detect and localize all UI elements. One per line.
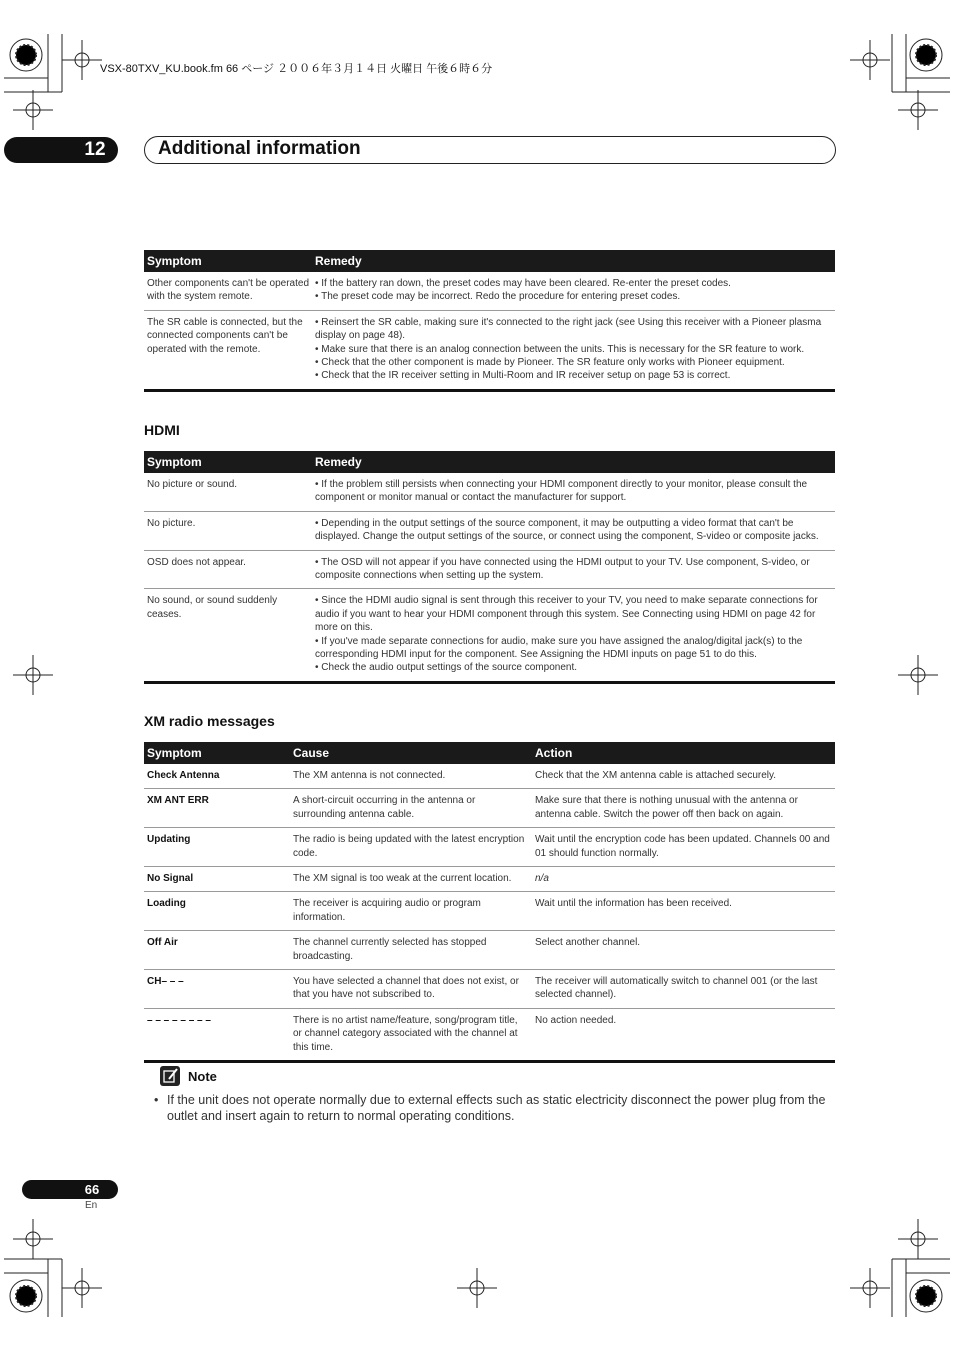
page-language: En — [85, 1200, 98, 1211]
cause-cell: The channel currently selected has stopped broadcasting. — [290, 931, 532, 970]
action-cell: Check that the XM antenna cable is attached securely. — [532, 764, 835, 789]
hdmi-troubleshooting-table — [144, 451, 835, 684]
symptom-cell: No sound, or sound suddenly ceases. — [144, 589, 312, 682]
chapter-title: Additional information — [158, 138, 361, 159]
column-header-remedy: Remedy — [312, 451, 835, 473]
table-row — [144, 892, 835, 931]
symptom-cell: No Signal — [144, 867, 290, 892]
chapter-number: 12 — [84, 139, 106, 160]
action-cell: Wait until the encryption code has been updated. Channels 00 and 01 should function normally. — [532, 828, 835, 867]
table-row — [144, 764, 835, 789]
cause-cell: The radio is being updated with the latest encryption code. — [290, 828, 532, 867]
symptom-cell: Check Antenna — [144, 764, 290, 789]
symptom-cell: – – – – – – – – — [144, 1008, 290, 1061]
symptom-cell: CH– – – — [144, 970, 290, 1009]
action-cell: Wait until the information has been received. — [532, 892, 835, 931]
file-header: VSX-80TXV_KU.book.fm 66 ページ ２００６年３月１４日 火曜日 午後６時６分 — [100, 63, 493, 75]
remedy-cell: • Since the HDMI audio signal is sent through this receiver to your TV, you need to make separate connections for audio if you want to hear your HDMI component through this system. See Connecting using HDMI on page 42 for more on this. • If you've made separate connections for audio, make sure you have assigned the analog/digital jack(s) to the corresponding HDMI input for the component. See Assigning the HDMI inputs on page 51 to do this. • Check the audio output settings of the source component. — [312, 589, 835, 682]
table-row — [144, 970, 835, 1009]
symptom-cell: Loading — [144, 892, 290, 931]
section-heading-xm: XM radio messages — [144, 713, 275, 729]
action-cell: The receiver will automatically switch to channel 001 (or the last selected channel). — [532, 970, 835, 1009]
remote-troubleshooting-table — [144, 250, 835, 392]
xm-messages-table — [144, 742, 835, 1063]
remedy-cell: • The OSD will not appear if you have connected using the HDMI output to your TV. Use component, S-video, or composite connections when setting up the system. — [312, 550, 835, 589]
note-body: If the unit does not operate normally due to external effects such as static electricity disconnect the power plug from the outlet and insert again to return to normal operating conditions. — [167, 1093, 826, 1123]
symptom-cell: No picture. — [144, 511, 312, 550]
note-label: Note — [188, 1069, 217, 1084]
action-cell: n/a — [532, 867, 835, 892]
table-row — [144, 828, 835, 867]
table-row — [144, 867, 835, 892]
table-row — [144, 1008, 835, 1061]
action-cell: Make sure that there is nothing unusual with the antenna or antenna cable. Switch the power off then back on again. — [532, 789, 835, 828]
column-header-action: Action — [532, 742, 835, 764]
cause-cell: The receiver is acquiring audio or program information. — [290, 892, 532, 931]
cause-cell: The XM antenna is not connected. — [290, 764, 532, 789]
table-row — [144, 511, 835, 550]
column-header-symptom: Symptom — [144, 250, 312, 272]
cause-cell: The XM signal is too weak at the current location. — [290, 867, 532, 892]
column-header-symptom: Symptom — [144, 451, 312, 473]
column-header-remedy: Remedy — [312, 250, 835, 272]
symptom-cell: The SR cable is connected, but the connected components can't be operated with the remote. — [144, 310, 312, 390]
remedy-cell: • If the problem still persists when connecting your HDMI component directly to your monitor, please consult the component or monitor manual or contact the manufacturer for support. — [312, 473, 835, 511]
table-row — [144, 310, 835, 390]
symptom-cell: Updating — [144, 828, 290, 867]
symptom-cell: No picture or sound. — [144, 473, 312, 511]
table-row — [144, 550, 835, 589]
cause-cell: You have selected a channel that does not exist, or that you have not subscribed to. — [290, 970, 532, 1009]
symptom-cell: OSD does not appear. — [144, 550, 312, 589]
cause-cell: A short-circuit occurring in the antenna or surrounding antenna cable. — [290, 789, 532, 828]
note-pencil-icon — [160, 1066, 180, 1086]
action-cell: Select another channel. — [532, 931, 835, 970]
page-number: 66 — [84, 1182, 100, 1197]
remedy-cell: • If the battery ran down, the preset codes may have been cleared. Re-enter the preset codes. • The preset code may be incorrect. Redo the procedure for entering preset codes. — [312, 272, 835, 310]
column-header-cause: Cause — [290, 742, 532, 764]
table-row — [144, 272, 835, 310]
table-row — [144, 589, 835, 682]
note-text — [154, 1092, 844, 1124]
column-header-symptom: Symptom — [144, 742, 290, 764]
table-row — [144, 789, 835, 828]
note-bullet: • — [154, 1093, 159, 1107]
table-row — [144, 473, 835, 511]
remedy-cell: • Reinsert the SR cable, making sure it's connected to the right jack (see Using this receiver with a Pioneer plasma display on page 48). • Make sure that there is an analog connection between the units. This is necessary for the SR feature to work. • Check that the other component is made by Pioneer. The SR feature only works with Pioneer equipment. • Check that the IR receiver setting in Multi-Room and IR receiver setup on page 53 is correct. — [312, 310, 835, 390]
symptom-cell: XM ANT ERR — [144, 789, 290, 828]
symptom-cell: Off Air — [144, 931, 290, 970]
table-row — [144, 931, 835, 970]
section-heading-hdmi: HDMI — [144, 422, 180, 438]
symptom-cell: Other components can't be operated with the system remote. — [144, 272, 312, 310]
action-cell: No action needed. — [532, 1008, 835, 1061]
remedy-cell: • Depending in the output settings of the source component, it may be outputting a video format that can't be displayed. Change the output settings of the source, or connect using the component, S-video or composite jacks. — [312, 511, 835, 550]
cause-cell: There is no artist name/feature, song/program title, or channel category associated with the channel at this time. — [290, 1008, 532, 1061]
